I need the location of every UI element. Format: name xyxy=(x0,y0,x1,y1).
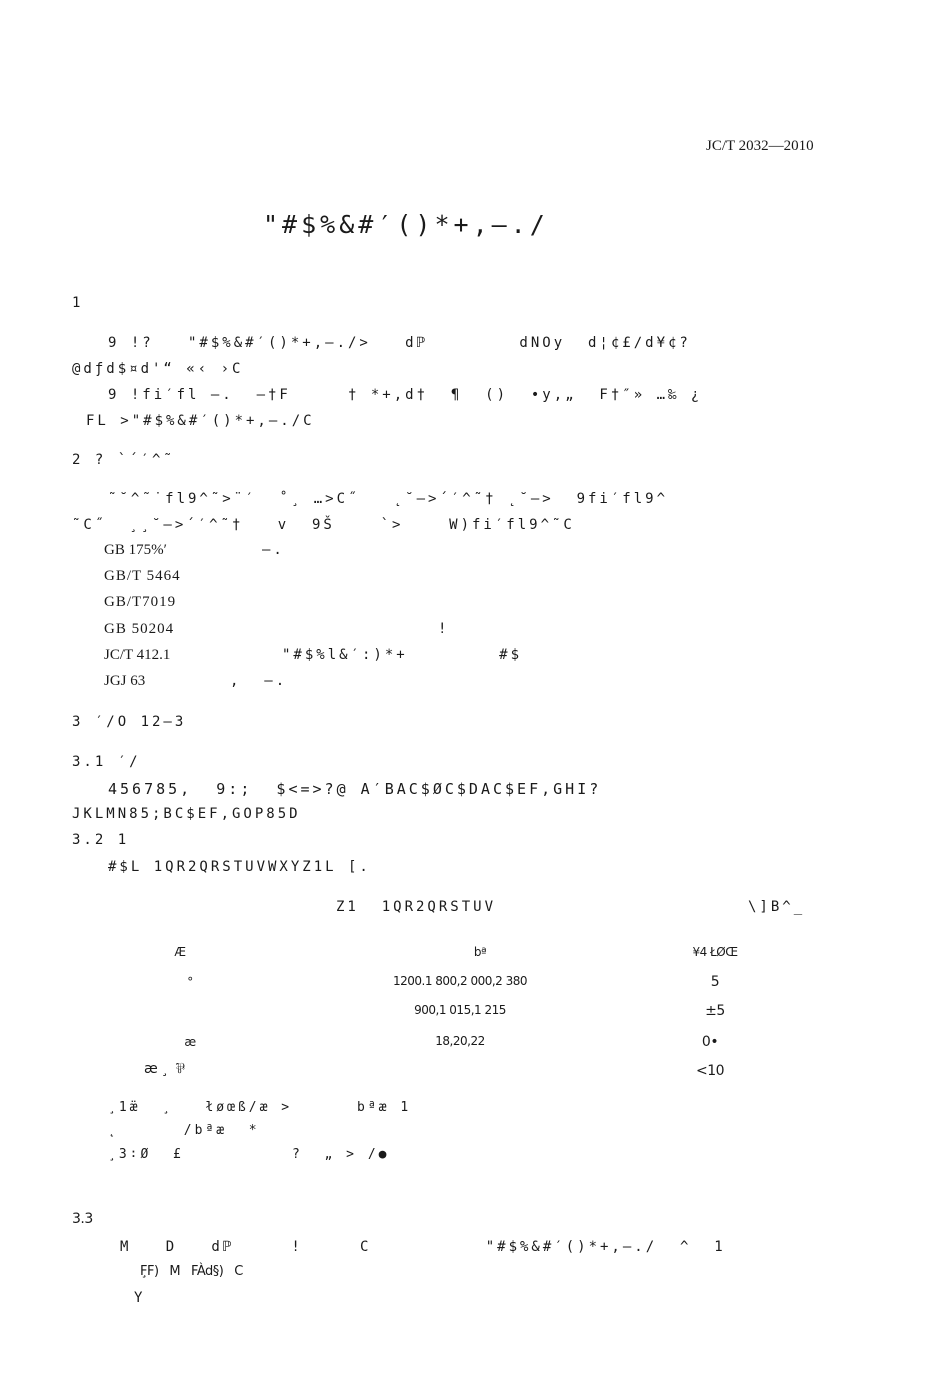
section-3-1-heading: 3.1 ′/ xyxy=(72,754,141,770)
reference-code: GB 175%′ xyxy=(104,542,167,558)
reference-code: GB/T 5464 xyxy=(104,568,181,584)
table-cell: 900,1 015,1 215 xyxy=(414,1003,506,1017)
reference-code: JGJ 63 xyxy=(104,673,146,689)
section-2-heading: 2 ? `´′^˜ xyxy=(72,452,175,468)
section-2-line: ˜˘^˜˙fl9^˜>¨′ ˚¸ …>C˝ ˛˘—>´′^˜† ˛˘—> 9fi′fl9^ xyxy=(108,491,669,507)
section-3-heading: 3 ′/O 12—3 xyxy=(72,714,187,730)
table-note: ¸1æ̈ ¸ łøœß/æ > bªæ 1 xyxy=(108,1100,412,1115)
table-cell: <10 xyxy=(695,1063,725,1079)
section-3-1-line: 456785, 9:; $<=>?@ A′BAC$ØC$DAC$EF,GHI? xyxy=(108,780,602,798)
section-3-2-heading: 3.2 1 xyxy=(72,832,130,848)
table-cell: 1200.1 800,2 000,2 380 xyxy=(392,974,528,988)
section-3-3-heading: 3.3 xyxy=(72,1211,93,1227)
table-cell: ° xyxy=(187,975,193,989)
document-title: "#$%&#′()*+,—./ xyxy=(263,210,549,239)
table-cell: ±5 xyxy=(705,1003,725,1019)
table-note: ¸3∶Ø £ ? „ > /● xyxy=(108,1147,390,1162)
reference-code: GB/T7019 xyxy=(104,594,177,610)
reference-text: —. xyxy=(262,542,285,558)
reference-text: , —. xyxy=(230,673,288,689)
table-cell: 18,20,22 xyxy=(435,1034,485,1048)
section-2-line: ˜C˝ ¸¸˘—>´′^˜† v 9Š `> W)fi′fl9^˜C xyxy=(72,517,575,533)
table-note: ˛ /bªæ * xyxy=(108,1123,260,1138)
table-cell: 5 xyxy=(710,974,720,990)
section-3-3-line: F̧F) M FÀd§) C xyxy=(140,1264,243,1279)
reference-code: JC/T 412.1 xyxy=(104,647,171,663)
reference-text: ! xyxy=(438,621,450,637)
section-1-heading: 1 xyxy=(72,295,84,311)
table-header: bª xyxy=(473,945,487,959)
section-3-3-line: Y xyxy=(134,1290,146,1306)
table-cell: 0• xyxy=(701,1034,719,1050)
section-3-3-line: M D dℙ ! C "#$%&#′()*+,—./ ^ 1 xyxy=(120,1239,726,1255)
table-cell: æ ¸ ⅌ xyxy=(144,1061,185,1077)
section-1-line: 9 !fi′fl —. —†F † *+,d† ¶ () •y,„ F†″» …‰ ¿ xyxy=(108,387,703,403)
table-unit: \]B^_ xyxy=(748,899,806,915)
table-caption: Z1 1QR2QRSTUV xyxy=(336,899,497,915)
table-header: Æ xyxy=(174,945,186,959)
reference-text: "#$%l&′:)*+ #$ xyxy=(282,647,523,663)
table-header: ¥4 ŁØŒ xyxy=(692,945,738,959)
reference-code: GB 50204 xyxy=(104,621,175,637)
section-3-2-line: #$L 1QR2QRSTUVWXYZ1L [. xyxy=(108,859,371,875)
section-1-line: 9 !? "#$%&#′()*+,—./> dℙ dNOy d¦¢£∕d¥¢? xyxy=(108,335,691,351)
table-cell: æ xyxy=(184,1035,196,1049)
section-3-1-line: JKLMN85;BC$EF,GOP85D xyxy=(72,806,301,822)
section-1-line: FL >"#$%&#′()*+,—./C xyxy=(86,413,315,429)
section-1-line: @dƒd$¤d'“ «‹ ›C xyxy=(72,361,244,377)
standard-code: JC/T 2032—2010 xyxy=(706,138,814,154)
